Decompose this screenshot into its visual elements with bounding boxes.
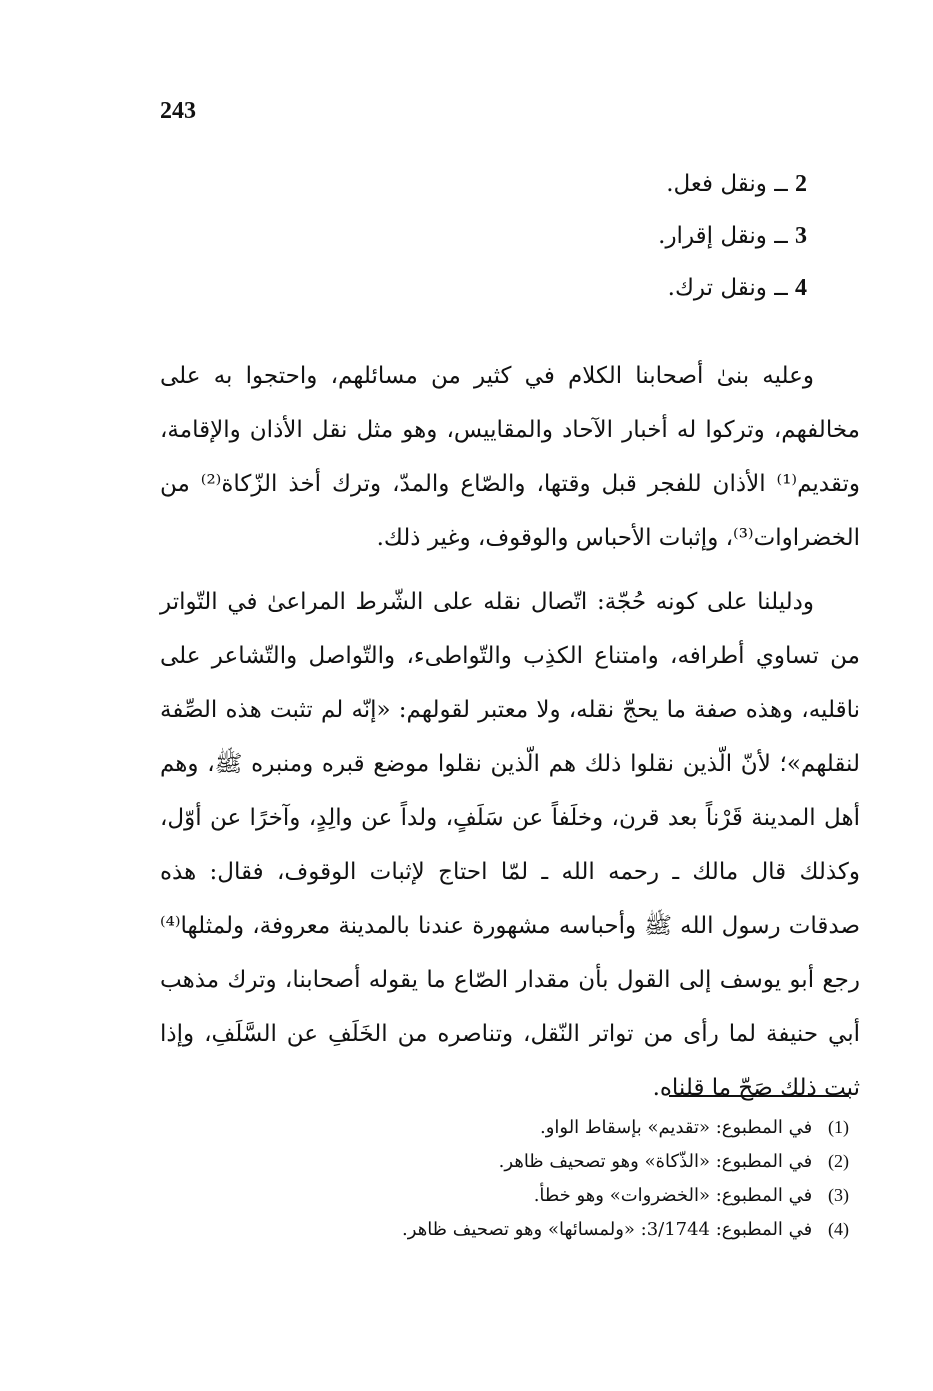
body-paragraph: ودليلنا على كونه حُجّة: اتّصال نقله على الشّرط المراعىٰ في التّواتر من تساوي أطرافه، وامتناع الكذِب والتّواطىء، والتّواصل والتّشاعر على ناقليه، وهذه صفة ما يحجّ نقله، ولا معتبر لقولهم: «إنّه لم تثبت هذه الصِّفة لنقلهم»؛ لأنّ الّذين نقلوا ذلك هم الّذين نقلوا موضع قبره ومنبره ﷺ، وهم أهل المدينة قَرْناً بعد قرن، وخلَفاً عن سَلَفٍ، ولداً عن والِدٍ، وآخرًا عن أوّل، وكذلك قال مالك ـ رحمه الله ـ لمّا احتاج لإثبات الوقوف، فقال: هذه صدقات رسول الله ﷺ وأحباسه مشهورة عندنا بالمدينة معروفة، ولمثلها⁽⁴⁾ رجع أبو يوسف إلى القول بأن مقدار الصّاع ما يقوله أصحابنا، وترك مذهب أبي حنيفة لما رأى من تواتر النّقل، وتناصره من الخَلَفِ عن السَّلَفِ، وإذا ثبت ذلك صَحّ ما قلناه. [160,589,860,1101]
list-item-text: ــ ونقل إقرار. [658,223,788,249]
footnote-number: (3) [828,1185,849,1205]
list-item-number: 3 [795,223,807,249]
enumerated-list [658,162,807,318]
list-item [658,214,807,266]
list-item-text: ــ ونقل ترك. [667,275,788,301]
footnote-number: (4) [828,1219,849,1239]
footnote-divider [669,1095,849,1097]
footnote [149,1110,849,1144]
footnote-text: في المطبوع: «تقديم» بإسقاط الواو. [539,1117,813,1138]
footnotes [149,1110,849,1246]
footnote [149,1178,849,1212]
footnote [149,1144,849,1178]
list-item-number: 2 [795,171,807,197]
footnote [149,1212,849,1246]
footnote-text: في المطبوع: «الذّكاة» وهو تصحيف ظاهر. [498,1151,813,1172]
list-item [658,266,807,318]
footnote-text: في المطبوع: «الخضروات» وهو خطأ. [533,1185,813,1206]
footnote-text: في المطبوع: 3/1744: «ولمسائها» وهو تصحيف ظاهر. [402,1219,813,1240]
body-paragraph: وعليه بنىٰ أصحابنا الكلام في كثير من مسائلهم، واحتجوا به على مخالفهم، وتركوا له أخبار الآحاد والمقاييس، وهو مثل نقل الأذان والإقامة، وتقديم⁽¹⁾ الأذان للفجر قبل وقتها، والصّاع والمدّ، وترك أخذ الزّكاة⁽²⁾ من الخضراوات⁽³⁾، وإثبات الأحباس والوقوف، وغير ذلك. [160,363,860,551]
footnote-number: (2) [828,1151,849,1171]
page-number: 243 [160,98,196,124]
list-item-number: 4 [795,275,807,301]
list-item-text: ــ ونقل فعل. [666,171,788,197]
list-item [658,162,807,214]
footnote-number: (1) [828,1117,849,1137]
